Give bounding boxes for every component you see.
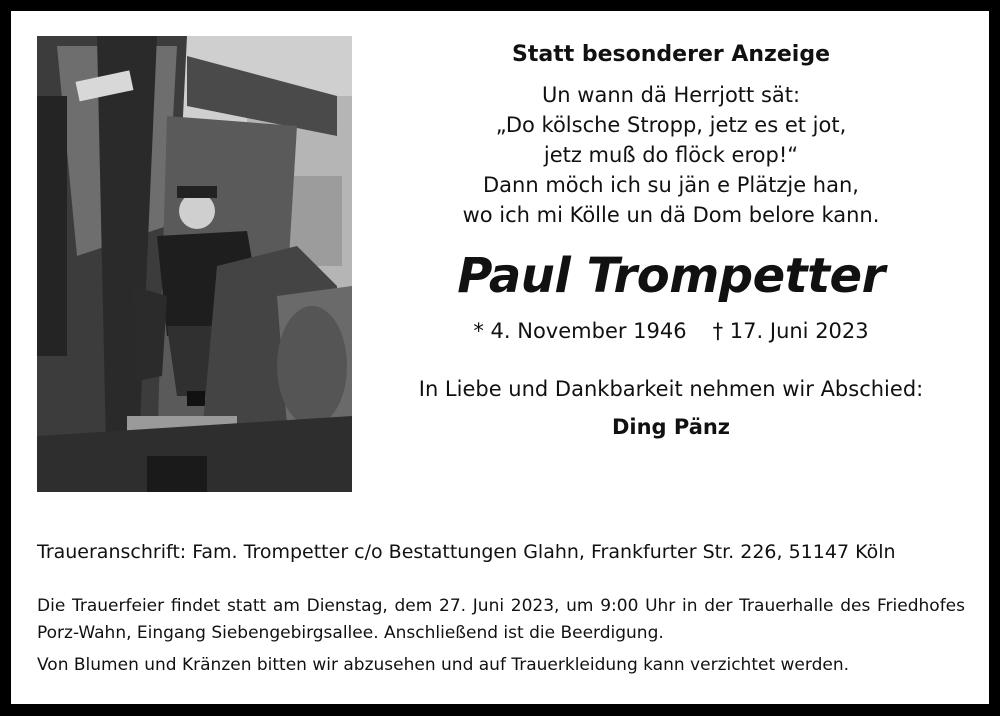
poem-line: Un wann dä Herrjott sät: (541, 83, 801, 107)
service-details: Die Trauerfeier findet statt am Dienstag, dem 27. Juni 2023, um 9:00 Uhr in der Trauerhalle des Friedhofes Porz-Wahn, Eingang Siebengebirgsallee. Anschließend ist die Beerdigung. (37, 596, 965, 643)
poem-line: jetz muß do flöck erop!“ (543, 143, 799, 167)
poem (366, 80, 976, 230)
notice-text-column (366, 36, 976, 442)
poem-line: Dann möch ich su jän e Plätzje han, (483, 173, 859, 197)
death-date: † 17. Juni 2023 (712, 319, 869, 343)
birth-date: * 4. November 1946 (473, 319, 687, 343)
mourning-address: Traueranschrift: Fam. Trompetter c/o Bestattungen Glahn, Frankfurter Str. 226, 51147 Köln (37, 541, 896, 563)
deceased-name: Paul Trompetter (457, 248, 885, 304)
flowers-note: Von Blumen und Kränzen bitten wir abzusehen und auf Trauerkleidung kann verzichtet werden. (37, 655, 850, 675)
poem-line: „Do kölsche Stropp, jetz es et jot, (495, 113, 847, 137)
service-notes (37, 593, 965, 679)
farewell-line: In Liebe und Dankbarkeit nehmen wir Abschied: (418, 377, 924, 401)
signature: Ding Pänz (611, 415, 731, 439)
portrait-photo (37, 36, 352, 492)
notice-heading: Statt besonderer Anzeige (511, 42, 830, 67)
life-dates (366, 316, 976, 346)
obituary-card (11, 11, 989, 704)
poem-line: wo ich mi Kölle un dä Dom belore kann. (462, 203, 880, 227)
